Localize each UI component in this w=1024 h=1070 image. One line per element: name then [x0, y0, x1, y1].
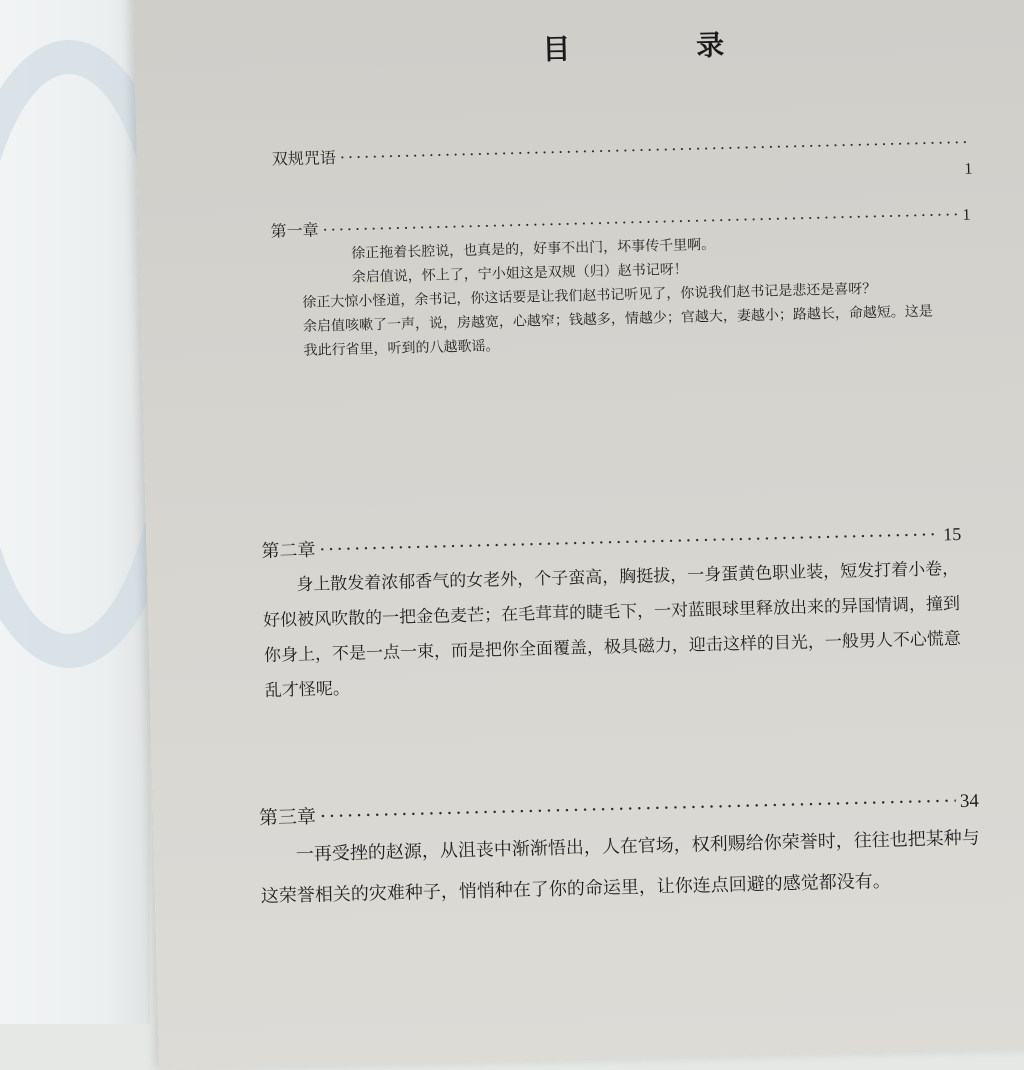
book-page — [132, 0, 1024, 1070]
toc-entry[interactable] — [272, 130, 973, 196]
toc-page-number: 1 — [964, 160, 973, 178]
toc-page-number: 1 — [962, 206, 971, 224]
toc-entry-name: 第二章 — [261, 539, 316, 563]
toc-entry[interactable] — [270, 202, 973, 364]
page-title: 目 录 — [542, 27, 783, 66]
toc-page-number: 34 — [959, 790, 980, 813]
toc-entry-name: 第三章 — [258, 805, 317, 830]
toc-page-number: 15 — [943, 523, 962, 545]
toc-entry-name: 双规咒语 — [271, 148, 337, 169]
excerpt-paragraph: 徐正拖着长腔说，也真是的，好事不出门，坏事传千里啊。 — [351, 236, 716, 262]
adjacent-page — [0, 0, 150, 1024]
excerpt-paragraph: 余启值咳嗽了一声，说，房越宽，心越窄；钱越多，情越少；官越大，妻越小；路越长，命越短。这是我此行省里，听到的八越歌谣。 — [302, 303, 934, 360]
toc-excerpt — [302, 226, 1004, 362]
toc-entry[interactable] — [261, 520, 965, 708]
excerpt-paragraph: 身上散发着浓郁香气的女老外，个子蛮高，胸挺拔，一身蛋黄色职业装，短发打着小卷，好似被风吹散的一把金色麦芒；在毛茸茸的睫毛下，一对蓝眼球里释放出来的异国情调，撞到你身上，不是一点一束，而是把你全面覆盖，极具磁力，迎击这样的目光，一般男人不心慌意乱才怪呢。 — [262, 558, 962, 701]
excerpt-paragraph: 余启值说，怀上了，宁小姐这是双规（归）赵书记呀！ — [351, 261, 688, 286]
excerpt-paragraph: 徐正大惊小怪道，余书记，你这话要是让我们赵书记听见了，你说我们赵书记是悲还是喜呀？ — [302, 281, 877, 312]
toc-entry-name: 第一章 — [270, 220, 319, 241]
excerpt-paragraph: 一再受挫的赵源，从沮丧中渐渐悟出，人在官场，权利赐给你荣誉时，往往也把某种与这荣誉相关的灾难种子，悄悄种在了你的命运里，让你连点回避的感觉都没有。 — [260, 827, 980, 907]
toc-entry[interactable] — [259, 786, 982, 918]
